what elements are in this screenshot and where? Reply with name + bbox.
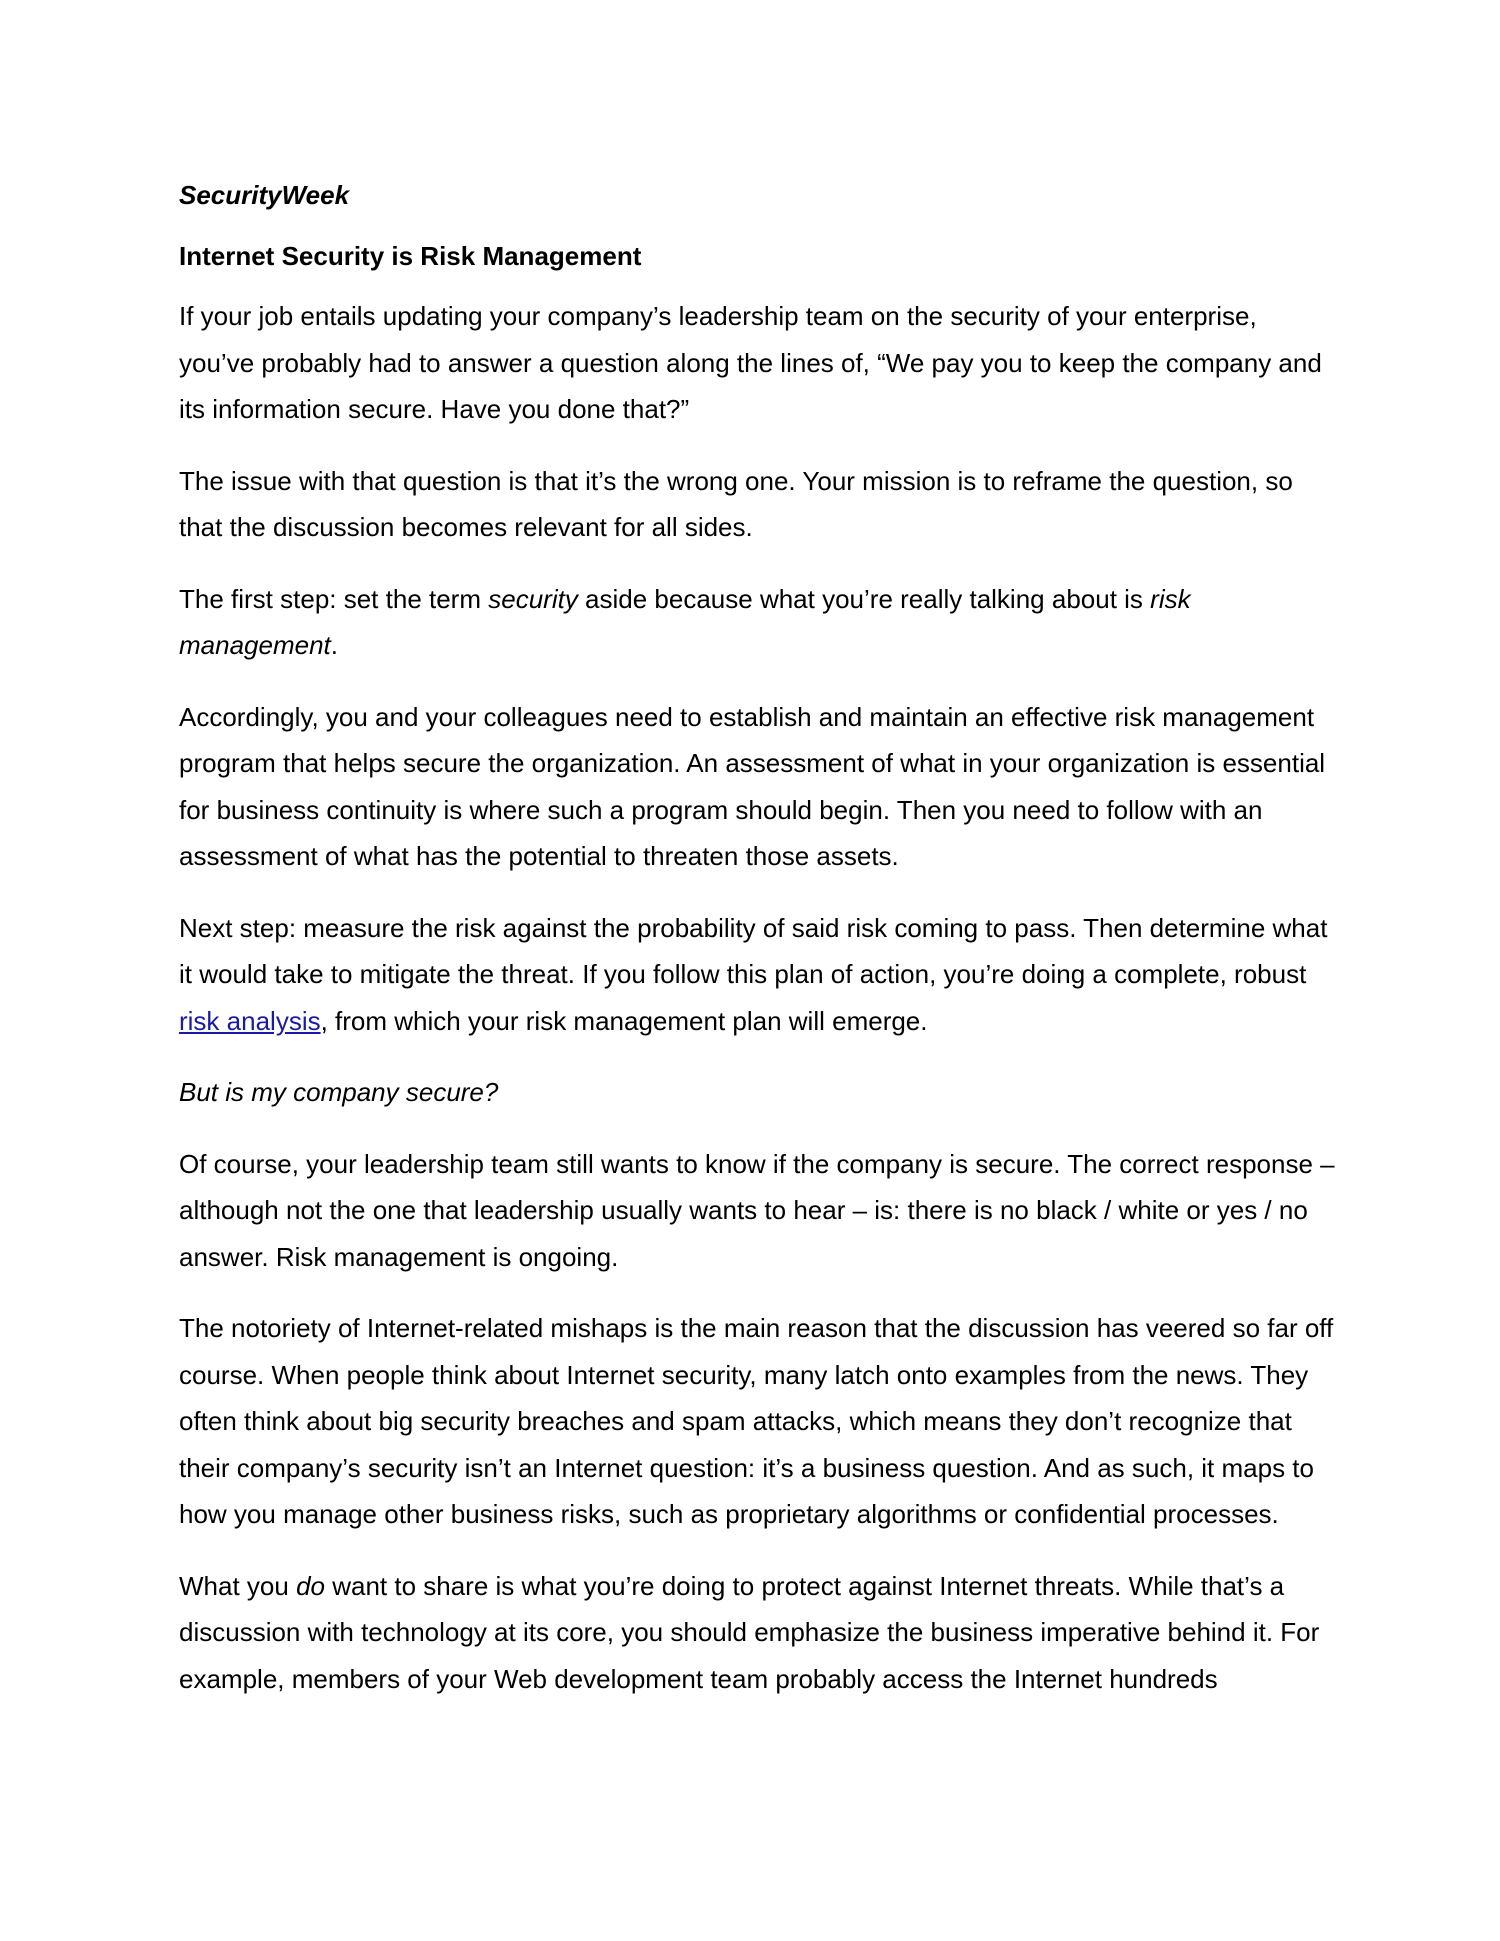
paragraph-2: The issue with that question is that it’s the wrong one. Your mission is to reframe the question, so that the discussion becomes relevant for all sides. [179, 465, 1293, 542]
article-headline: Internet Security is Risk Management [179, 240, 642, 271]
document-page [179, 172, 1339, 1727]
paragraph-3-text-c: . [330, 630, 338, 660]
risk-analysis-link[interactable]: risk analysis [179, 1005, 321, 1036]
paragraph-8-text-b: want to share is what you’re doing to protect against Internet threats. While that’s a discussion with technology at its core, you should emphasize the business imperative behind it. For example, members of your Web development team probably access the Internet hundreds [179, 1570, 1320, 1694]
paragraph-3-text-b: aside because what you’re really talking about is [577, 583, 1151, 614]
paragraph-5-text-b: , from which your risk management plan will emerge. [320, 1005, 928, 1036]
paragraph-3 [179, 576, 1339, 669]
publication-name: SecurityWeek [179, 180, 350, 210]
paragraph-3-text-a: The first step: set the term [179, 583, 489, 614]
term-do: do [296, 1570, 325, 1601]
paragraph-5 [179, 905, 1339, 1045]
paragraph-6: Of course, your leadership team still wants to know if the company is secure. The correct response – although not the one that leadership usually wants to hear – is: there is no black / white or yes / no answer. Risk management is ongoing. [179, 1148, 1335, 1272]
paragraph-1: If your job entails updating your company’s leadership team on the security of your enterprise, you’ve probably had to answer a question along the lines of, “We pay you to keep the company and its information secure. Have you done that?” [179, 301, 1322, 424]
paragraph-7: The notoriety of Internet-related mishaps is the main reason that the discussion has veered so far off course. When people think about Internet security, many latch onto examples from the news. They often think about big security breaches and spam attacks, which means they don’t recognize that their company’s security isn’t an Internet question: it’s a business question. And as such, it maps to how you manage other business risks, such as proprietary algorithms or confidential processes. [179, 1313, 1334, 1529]
section-subhead: But is my company secure? [179, 1077, 499, 1107]
paragraph-5-text-a: Next step: measure the risk against the probability of said risk coming to pass. Then determine what it would take to mitigate the threat. If you follow this plan of action, you’re doing a complete, robust [179, 912, 1328, 989]
term-risk-management: risk management [179, 583, 1191, 660]
paragraph-8-text-a: What you [179, 1570, 297, 1601]
term-security: security [488, 583, 578, 614]
paragraph-8 [179, 1563, 1339, 1703]
paragraph-4: Accordingly, you and your colleagues need to establish and maintain an effective risk management program that helps secure the organization. An assessment of what in your organization is essential for business continuity is where such a program should begin. Then you need to follow with an assessment of what has the potential to threaten those assets. [179, 701, 1326, 871]
